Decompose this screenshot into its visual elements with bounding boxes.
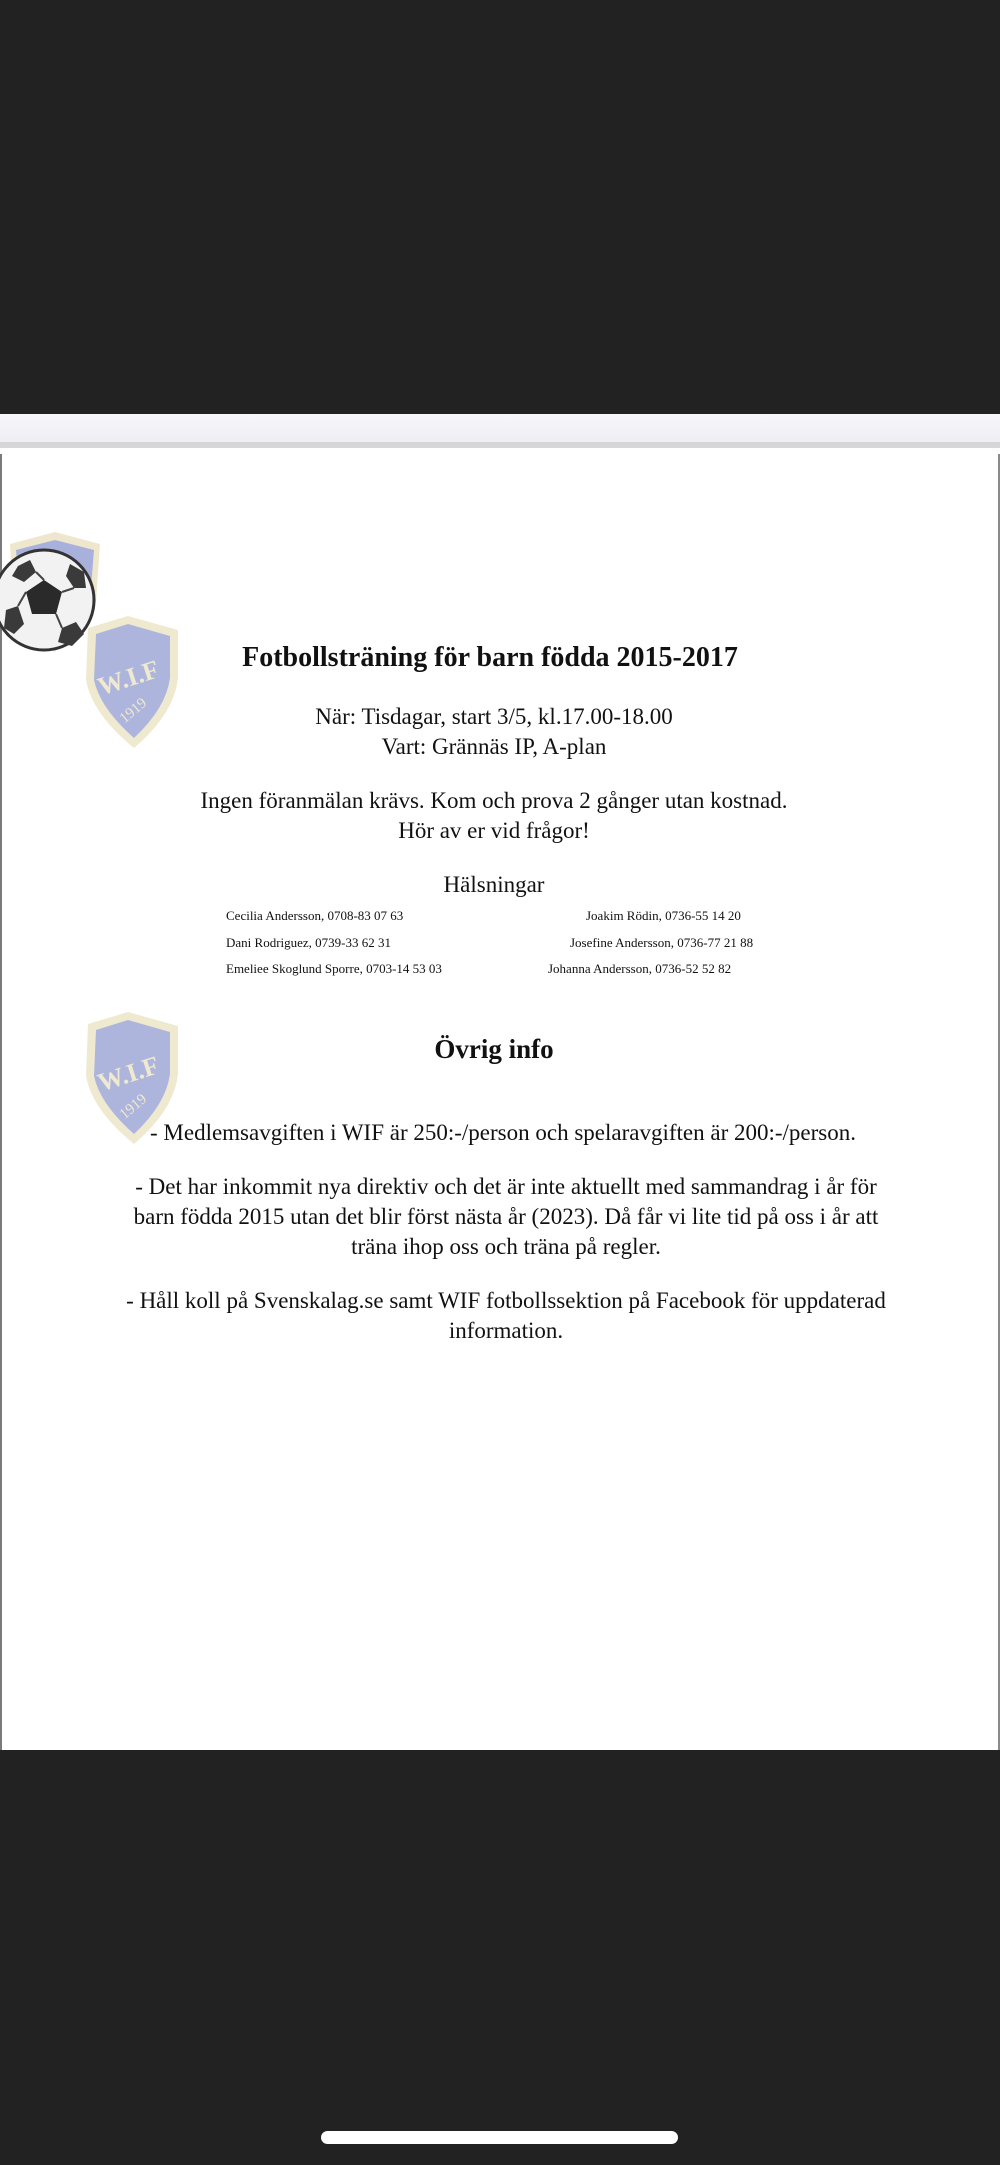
contact-item: Joakim Rödin, 0736-55 14 20	[586, 908, 741, 923]
svg-text:1919: 1919	[116, 1091, 151, 1123]
info-paragraph: - Medlemsavgiften i WIF är 250:-/person och spelaravgiften är 200:-/person.	[150, 1120, 856, 1145]
contact-item: Cecilia Andersson, 0708-83 07 63	[226, 908, 404, 923]
questions-note: Hör av er vid frågor!	[398, 818, 590, 843]
contact-item: Dani Rodriguez, 0739-33 62 31	[226, 935, 392, 950]
contact-item: Emeliee Skoglund Sporre, 0703-14 53 03	[226, 961, 442, 976]
document-top-bar	[0, 414, 1000, 448]
training-when: När: Tisdagar, start 3/5, kl.17.00-18.00	[315, 704, 673, 729]
other-info-heading: Övrig info	[434, 1034, 554, 1064]
wif-club-emblem	[78, 614, 188, 752]
info-paragraph: - Det har inkommit nya direktiv och det är inte aktuellt med sammandrag i år för barn födda 2015 utan det blir först nästa år (2023). Då får vi lite tid på oss i år att träna ihop oss och träna på regler.	[133, 1174, 879, 1259]
document-page	[0, 414, 1000, 1750]
greeting: Hälsningar	[443, 872, 545, 897]
svg-text:1919: 1919	[116, 695, 151, 727]
training-where: Vart: Grännäs IP, A-plan	[381, 734, 607, 759]
contact-item: Josefine Andersson, 0736-77 21 88	[570, 935, 754, 950]
info-paragraph: - Håll koll på Svenskalag.se samt WIF fotbollssektion på Facebook för uppdaterad information.	[126, 1288, 886, 1343]
home-indicator[interactable]	[321, 2131, 678, 2144]
contact-item: Johanna Andersson, 0736-52 52 82	[548, 961, 732, 976]
document-title: Fotbollsträning för barn födda 2015-2017	[242, 642, 738, 673]
registration-note: Ingen föranmälan krävs. Kom och prova 2 gånger utan kostnad.	[200, 788, 788, 813]
svg-text:W.I.F: W.I.F	[94, 1050, 163, 1098]
svg-text:W.I.F: W.I.F	[94, 654, 163, 702]
